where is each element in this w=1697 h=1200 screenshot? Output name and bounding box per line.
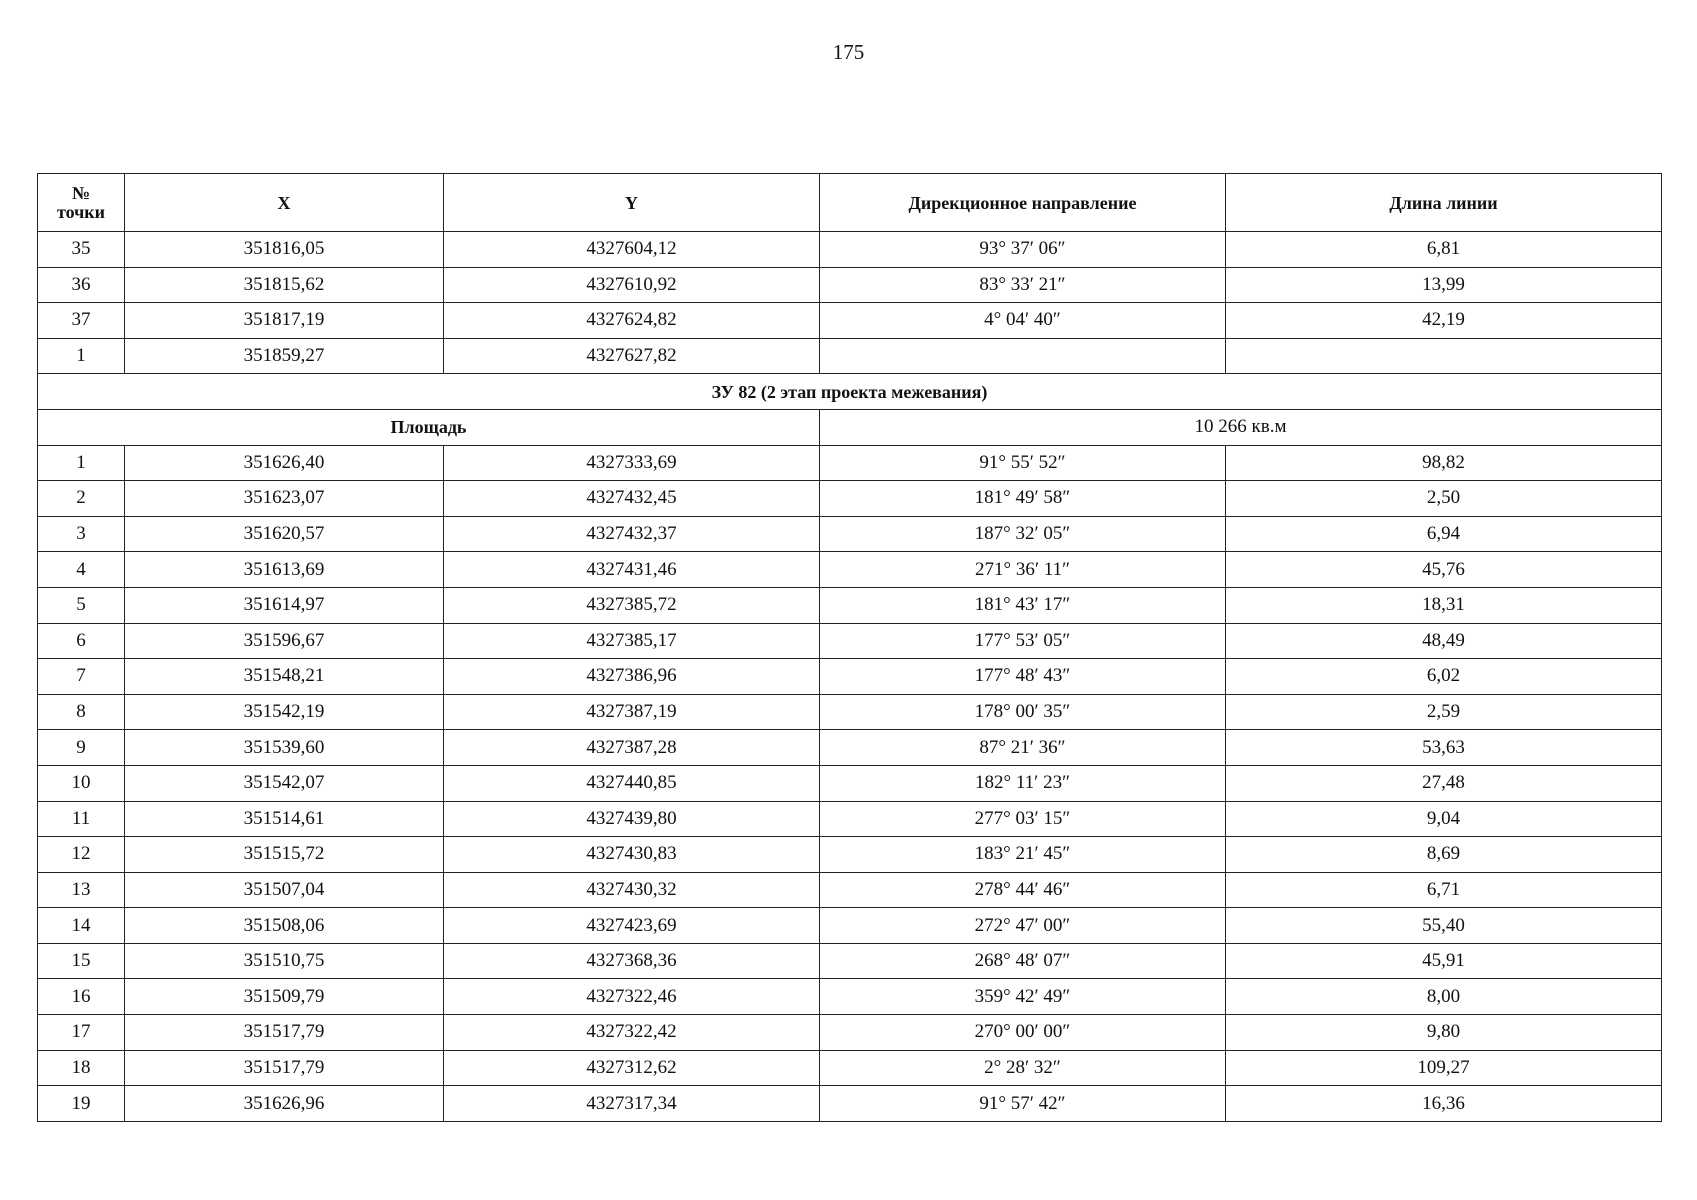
y-cell: 4327386,96	[444, 659, 820, 695]
direction-cell: 277° 03′ 15″	[820, 801, 1226, 837]
y-cell: 4327627,82	[444, 338, 820, 374]
length-cell: 9,04	[1226, 801, 1662, 837]
y-cell: 4327440,85	[444, 765, 820, 801]
length-cell: 13,99	[1226, 267, 1662, 303]
point-number-cell: 2	[38, 481, 125, 517]
table-row	[38, 587, 1662, 623]
x-cell: 351626,96	[125, 1086, 444, 1122]
point-number-cell: 14	[38, 908, 125, 944]
point-number-cell: 1	[38, 445, 125, 481]
length-cell: 6,94	[1226, 516, 1662, 552]
section-title-row	[38, 374, 1662, 410]
header-point-number-line2: точки	[56, 201, 106, 222]
point-number-cell: 3	[38, 516, 125, 552]
x-cell: 351816,05	[125, 232, 444, 268]
table-row	[38, 303, 1662, 339]
y-cell: 4327439,80	[444, 801, 820, 837]
area-label: Площадь	[38, 409, 820, 445]
y-cell: 4327432,37	[444, 516, 820, 552]
area-value: 10 266 кв.м	[820, 409, 1662, 445]
x-cell: 351815,62	[125, 267, 444, 303]
x-cell: 351596,67	[125, 623, 444, 659]
y-cell: 4327387,28	[444, 730, 820, 766]
direction-cell: 177° 53′ 05″	[820, 623, 1226, 659]
y-cell: 4327432,45	[444, 481, 820, 517]
direction-cell: 183° 21′ 45″	[820, 837, 1226, 873]
length-cell: 42,19	[1226, 303, 1662, 339]
direction-cell: 182° 11′ 23″	[820, 765, 1226, 801]
y-cell: 4327385,17	[444, 623, 820, 659]
table-row	[38, 979, 1662, 1015]
point-number-cell: 19	[38, 1086, 125, 1122]
x-cell: 351509,79	[125, 979, 444, 1015]
table-row	[38, 908, 1662, 944]
table-row	[38, 730, 1662, 766]
length-cell: 6,81	[1226, 232, 1662, 268]
length-cell: 18,31	[1226, 587, 1662, 623]
y-cell: 4327333,69	[444, 445, 820, 481]
direction-cell: 91° 57′ 42″	[820, 1086, 1226, 1122]
y-cell: 4327423,69	[444, 908, 820, 944]
x-cell: 351620,57	[125, 516, 444, 552]
table-row	[38, 943, 1662, 979]
section-title: ЗУ 82 (2 этап проекта межевания)	[38, 374, 1662, 410]
y-cell: 4327604,12	[444, 232, 820, 268]
point-number-cell: 37	[38, 303, 125, 339]
table-row	[38, 516, 1662, 552]
table-row	[38, 765, 1662, 801]
length-cell: 55,40	[1226, 908, 1662, 944]
direction-cell	[820, 338, 1226, 374]
direction-cell: 93° 37′ 06″	[820, 232, 1226, 268]
header-direction: Дирекционное направление	[820, 174, 1226, 232]
direction-cell: 187° 32′ 05″	[820, 516, 1226, 552]
table-row	[38, 267, 1662, 303]
point-number-cell: 13	[38, 872, 125, 908]
point-number-cell: 9	[38, 730, 125, 766]
point-number-cell: 6	[38, 623, 125, 659]
y-cell: 4327430,83	[444, 837, 820, 873]
direction-cell: 272° 47′ 00″	[820, 908, 1226, 944]
x-cell: 351542,19	[125, 694, 444, 730]
point-number-cell: 15	[38, 943, 125, 979]
direction-cell: 177° 48′ 43″	[820, 659, 1226, 695]
x-cell: 351859,27	[125, 338, 444, 374]
point-number-cell: 5	[38, 587, 125, 623]
direction-cell: 4° 04′ 40″	[820, 303, 1226, 339]
length-cell: 6,02	[1226, 659, 1662, 695]
table-row	[38, 338, 1662, 374]
x-cell: 351514,61	[125, 801, 444, 837]
y-cell: 4327385,72	[444, 587, 820, 623]
direction-cell: 2° 28′ 32″	[820, 1050, 1226, 1086]
table-row	[38, 659, 1662, 695]
x-cell: 351515,72	[125, 837, 444, 873]
point-number-cell: 4	[38, 552, 125, 588]
y-cell: 4327610,92	[444, 267, 820, 303]
length-cell: 27,48	[1226, 765, 1662, 801]
area-row	[38, 409, 1662, 445]
table-row	[38, 694, 1662, 730]
point-number-cell: 16	[38, 979, 125, 1015]
length-cell: 6,71	[1226, 872, 1662, 908]
length-cell: 48,49	[1226, 623, 1662, 659]
x-cell: 351542,07	[125, 765, 444, 801]
length-cell: 98,82	[1226, 445, 1662, 481]
direction-cell: 83° 33′ 21″	[820, 267, 1226, 303]
point-number-cell: 18	[38, 1050, 125, 1086]
x-cell: 351613,69	[125, 552, 444, 588]
point-number-cell: 17	[38, 1015, 125, 1051]
table-row	[38, 232, 1662, 268]
header-x: X	[125, 174, 444, 232]
length-cell: 45,91	[1226, 943, 1662, 979]
x-cell: 351507,04	[125, 872, 444, 908]
x-cell: 351817,19	[125, 303, 444, 339]
point-number-cell: 11	[38, 801, 125, 837]
y-cell: 4327624,82	[444, 303, 820, 339]
y-cell: 4327368,36	[444, 943, 820, 979]
point-number-cell: 36	[38, 267, 125, 303]
table-row	[38, 837, 1662, 873]
direction-cell: 181° 43′ 17″	[820, 587, 1226, 623]
x-cell: 351548,21	[125, 659, 444, 695]
table-row	[38, 552, 1662, 588]
direction-cell: 181° 49′ 58″	[820, 481, 1226, 517]
header-y: Y	[444, 174, 820, 232]
length-cell: 2,59	[1226, 694, 1662, 730]
direction-cell: 270° 00′ 00″	[820, 1015, 1226, 1051]
direction-cell: 278° 44′ 46″	[820, 872, 1226, 908]
table-row	[38, 1015, 1662, 1051]
direction-cell: 271° 36′ 11″	[820, 552, 1226, 588]
table-row	[38, 801, 1662, 837]
table-row	[38, 872, 1662, 908]
y-cell: 4327387,19	[444, 694, 820, 730]
y-cell: 4327322,42	[444, 1015, 820, 1051]
coordinates-table	[37, 173, 1662, 1122]
point-number-cell: 35	[38, 232, 125, 268]
point-number-cell: 10	[38, 765, 125, 801]
y-cell: 4327322,46	[444, 979, 820, 1015]
length-cell: 8,69	[1226, 837, 1662, 873]
x-cell: 351510,75	[125, 943, 444, 979]
page-number: 175	[832, 40, 865, 64]
y-cell: 4327317,34	[444, 1086, 820, 1122]
point-number-cell: 1	[38, 338, 125, 374]
table-row	[38, 1086, 1662, 1122]
length-cell: 2,50	[1226, 481, 1662, 517]
length-cell	[1226, 338, 1662, 374]
table-row	[38, 481, 1662, 517]
direction-cell: 91° 55′ 52″	[820, 445, 1226, 481]
x-cell: 351539,60	[125, 730, 444, 766]
length-cell: 109,27	[1226, 1050, 1662, 1086]
y-cell: 4327431,46	[444, 552, 820, 588]
direction-cell: 178° 00′ 35″	[820, 694, 1226, 730]
x-cell: 351614,97	[125, 587, 444, 623]
table-row	[38, 445, 1662, 481]
table-row	[38, 623, 1662, 659]
x-cell: 351517,79	[125, 1015, 444, 1051]
length-cell: 9,80	[1226, 1015, 1662, 1051]
point-number-cell: 8	[38, 694, 125, 730]
x-cell: 351626,40	[125, 445, 444, 481]
point-number-cell: 7	[38, 659, 125, 695]
direction-cell: 87° 21′ 36″	[820, 730, 1226, 766]
header-length: Длина линии	[1226, 174, 1662, 232]
x-cell: 351623,07	[125, 481, 444, 517]
direction-cell: 359° 42′ 49″	[820, 979, 1226, 1015]
length-cell: 45,76	[1226, 552, 1662, 588]
y-cell: 4327312,62	[444, 1050, 820, 1086]
direction-cell: 268° 48′ 07″	[820, 943, 1226, 979]
length-cell: 16,36	[1226, 1086, 1662, 1122]
length-cell: 8,00	[1226, 979, 1662, 1015]
length-cell: 53,63	[1226, 730, 1662, 766]
table-row	[38, 1050, 1662, 1086]
point-number-cell: 12	[38, 837, 125, 873]
header-point-number	[38, 174, 125, 232]
y-cell: 4327430,32	[444, 872, 820, 908]
table-header-row	[38, 174, 1662, 232]
x-cell: 351517,79	[125, 1050, 444, 1086]
header-point-number-line1: №	[71, 182, 91, 203]
x-cell: 351508,06	[125, 908, 444, 944]
